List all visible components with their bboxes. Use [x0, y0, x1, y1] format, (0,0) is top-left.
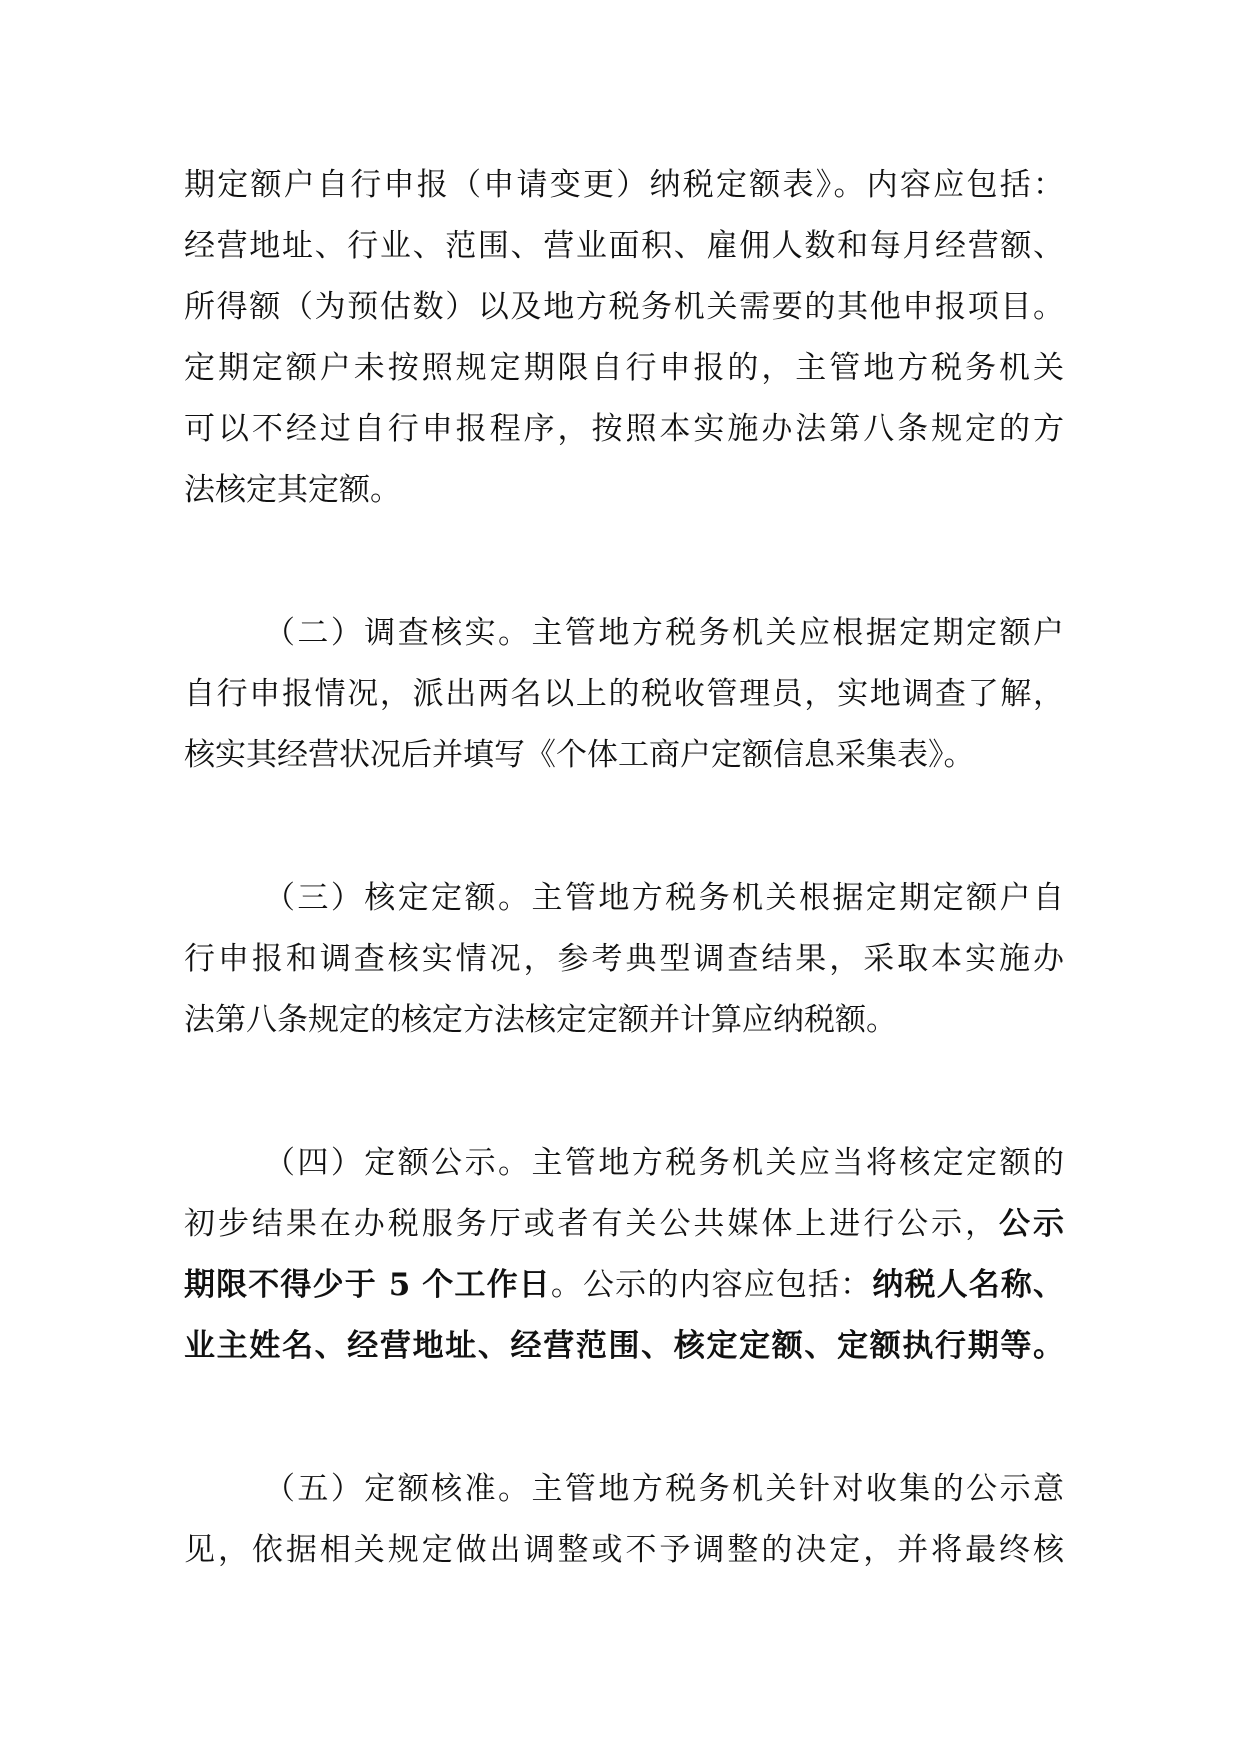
paragraph-investigation	[184, 603, 1064, 786]
text-segment: 。公示的内容应包括：	[550, 1267, 873, 1303]
document-body	[184, 155, 1064, 1581]
text-line: 行申报和调查核实情况，参考典型调查结果，采取本实施办	[184, 941, 1064, 977]
text-line: （三）核定定额。主管地方税务机关根据定期定额户自	[264, 880, 1064, 916]
paragraph-gap	[184, 521, 1064, 603]
text-line: 经营地址、行业、范围、营业面积、雇佣人数和每月经营额、	[184, 228, 1064, 264]
paragraph-quota-assessment	[184, 868, 1064, 1051]
text-line: 定期定额户未按照规定期限自行申报的，主管地方税务机关	[184, 350, 1064, 386]
text-line: （四）定额公示。主管地方税务机关应当将核定定额的	[264, 1145, 1064, 1181]
paragraph-quota-publication	[184, 1133, 1064, 1377]
text-line: 法核定其定额。	[184, 472, 401, 508]
text-line: 法第八条规定的核定方法核定定额并计算应纳税额。	[184, 1002, 897, 1038]
bold-text-segment: 期限不得少于 5 个工作日	[184, 1267, 551, 1303]
bold-text-line: 业主姓名、经营地址、经营范围、核定定额、定额执行期等。	[184, 1328, 1064, 1364]
text-line: （二）调查核实。主管地方税务机关应根据定期定额户	[264, 615, 1064, 651]
text-line: 可以不经过自行申报程序，按照本实施办法第八条规定的方	[184, 411, 1064, 447]
text-line: （五）定额核准。主管地方税务机关针对收集的公示意	[264, 1471, 1064, 1507]
paragraph-quota-approval	[184, 1459, 1064, 1581]
bold-text-segment: 公示	[999, 1206, 1065, 1242]
text-line: 见，依据相关规定做出调整或不予调整的决定，并将最终核	[184, 1532, 1064, 1568]
text-line	[184, 1255, 1064, 1316]
text-segment: 初步结果在办税服务厅或者有关公共媒体上进行公示，	[184, 1206, 1000, 1242]
paragraph-self-declaration	[184, 155, 1064, 521]
text-line: 核实其经营状况后并填写《个体工商户定额信息采集表》。	[184, 737, 975, 773]
text-line	[184, 1194, 1064, 1255]
paragraph-gap	[184, 1051, 1064, 1133]
text-line: 自行申报情况，派出两名以上的税收管理员，实地调查了解，	[184, 676, 1064, 712]
bold-text-segment: 纳税人名称、	[872, 1267, 1065, 1303]
paragraph-gap	[184, 786, 1064, 868]
text-line: 所得额（为预估数）以及地方税务机关需要的其他申报项目。	[184, 289, 1064, 325]
text-line: 期定额户自行申报（申请变更）纳税定额表》。内容应包括：	[184, 167, 1064, 203]
paragraph-gap	[184, 1377, 1064, 1459]
